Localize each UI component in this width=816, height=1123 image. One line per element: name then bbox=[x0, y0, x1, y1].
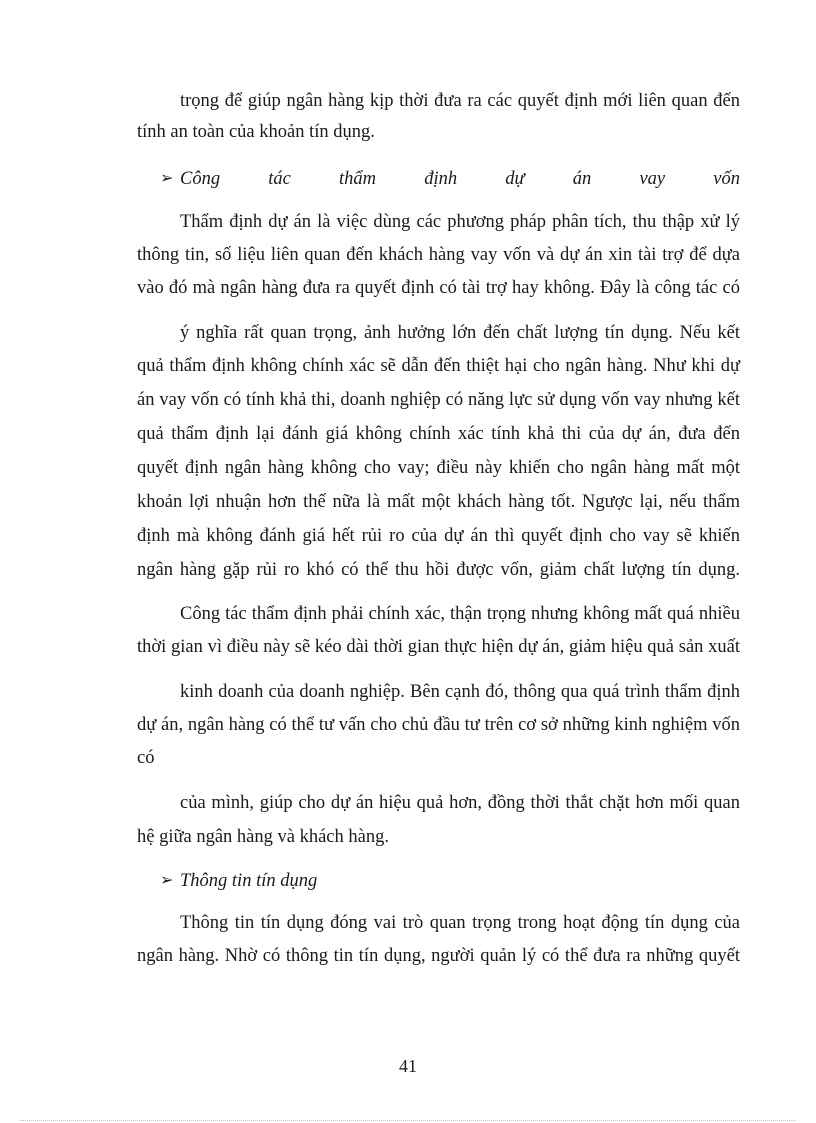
paragraph-line: tính an toàn của khoản tín dụng. bbox=[137, 122, 375, 142]
paragraph-line: thông tin, số liệu liên quan đến khách hàng vay vốn và dự án xin tài trợ để dựa bbox=[137, 245, 740, 265]
paragraph-line: quả thẩm định không chính xác sẽ dẫn đến thiệt hại cho ngân hàng. Như khi dự bbox=[137, 356, 740, 376]
paragraph-line: ngân hàng gặp rủi ro khó có thể thu hồi được vốn, giảm chất lượng tín dụng. bbox=[137, 560, 740, 580]
paragraph-line: dự án, ngân hàng có thể tư vấn cho chủ đầu tư trên cơ sở những kinh nghiệm vốn bbox=[137, 715, 740, 735]
paragraph-line: Công tác thẩm định phải chính xác, thận trọng nhưng không mất quá nhiều bbox=[180, 604, 740, 624]
paragraph-line: thời gian vì điều này sẽ kéo dài thời gian thực hiện dự án, giảm hiệu quả sản xuất bbox=[137, 637, 740, 657]
paragraph-line: khoản lợi nhuận hơn thế nữa là mất một khách hàng tốt. Ngược lại, nếu thẩm bbox=[137, 492, 740, 512]
paragraph-line: Thẩm định dự án là việc dùng các phương pháp phân tích, thu thập xử lý bbox=[180, 212, 740, 232]
paragraph-line: quả thẩm định lại đánh giá không chính xác tính khả thi của dự án, đưa đến bbox=[137, 424, 740, 444]
paragraph-line: án vay vốn có tính khả thi, doanh nghiệp có năng lực sử dụng vốn vay nhưng kết bbox=[137, 390, 740, 410]
paragraph-line: quyết định ngân hàng không cho vay; điều này khiến cho ngân hàng mất một bbox=[137, 458, 740, 478]
arrow-bullet-icon: ➢ bbox=[160, 872, 174, 889]
paragraph-line: trọng để giúp ngân hàng kịp thời đưa ra các quyết định mới liên quan đến bbox=[180, 91, 740, 111]
heading-text: Công tác thẩm định dự án vay vốn bbox=[180, 169, 740, 189]
paragraph-line: vào đó mà ngân hàng đưa ra quyết định có tài trợ hay không. Đây là công tác có bbox=[137, 278, 740, 298]
paragraph-line: định mà không đánh giá hết rủi ro của dự án thì quyết định cho vay sẽ khiến bbox=[137, 526, 740, 546]
paragraph-line: của mình, giúp cho dự án hiệu quả hơn, đồng thời thắt chặt hơn mối quan bbox=[180, 793, 740, 813]
page-number: 41 bbox=[399, 1056, 417, 1076]
footer-divider bbox=[20, 1120, 796, 1121]
arrow-bullet-icon: ➢ bbox=[160, 170, 174, 187]
paragraph-line: ngân hàng. Nhờ có thông tin tín dụng, người quản lý có thể đưa ra những quyết bbox=[137, 946, 740, 966]
paragraph-line: kinh doanh của doanh nghiệp. Bên cạnh đó, thông qua quá trình thẩm định bbox=[180, 682, 740, 702]
paragraph-line: hệ giữa ngân hàng và khách hàng. bbox=[137, 827, 389, 847]
paragraph-line: Thông tin tín dụng đóng vai trò quan trọng trong hoạt động tín dụng của bbox=[180, 913, 740, 933]
paragraph-line: có bbox=[137, 748, 155, 768]
paragraph-line: ý nghĩa rất quan trọng, ảnh hưởng lớn đến chất lượng tín dụng. Nếu kết bbox=[180, 323, 740, 343]
heading-text: Thông tin tín dụng bbox=[180, 871, 318, 891]
